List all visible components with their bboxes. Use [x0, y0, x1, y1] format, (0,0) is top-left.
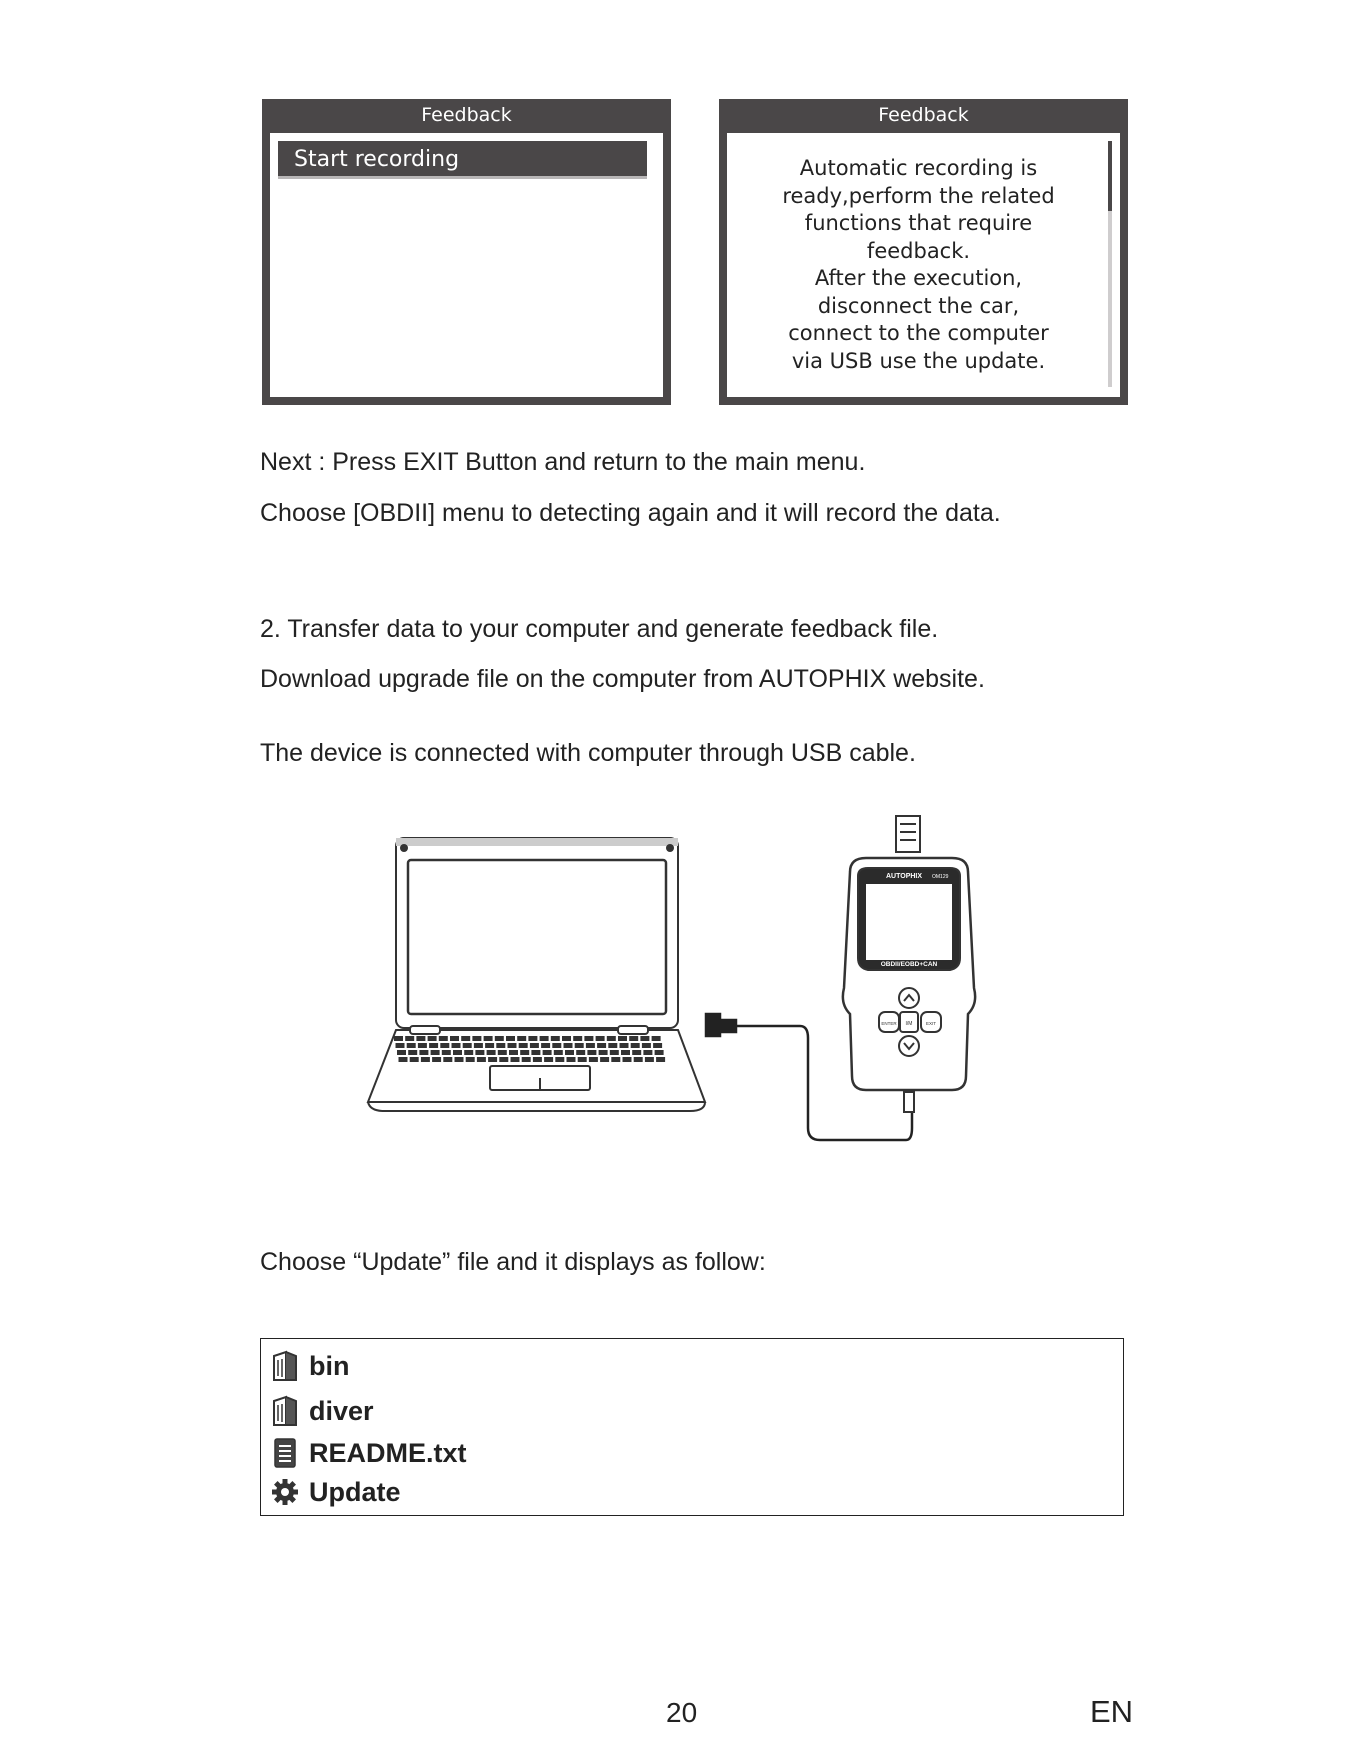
start-recording-item[interactable]: Start recording: [278, 141, 647, 179]
choose-update-instruction: Choose “Update” file and it displays as follow:: [260, 1248, 766, 1276]
keyboard-key: [429, 1043, 438, 1048]
keyboard-key: [562, 1036, 571, 1041]
keyboard-key: [509, 1050, 518, 1055]
folder-icon: [271, 1350, 299, 1382]
keyboard-key: [520, 1050, 529, 1055]
keyboard-key: [475, 1050, 484, 1055]
keyboard-key: [607, 1036, 616, 1041]
keyboard-key: [498, 1050, 507, 1055]
keyboard-key: [484, 1036, 493, 1041]
keyboard-key: [466, 1057, 475, 1062]
folder-icon: [271, 1395, 299, 1427]
scanner-protocol: OBDII/EOBD+CAN: [880, 961, 938, 968]
keyboard-key: [455, 1057, 464, 1062]
keyboard-key: [531, 1050, 540, 1055]
message-line: connect to the computer: [788, 321, 1049, 345]
keyboard-key: [586, 1043, 595, 1048]
laptop-icon: [368, 838, 705, 1111]
keyboard-key: [634, 1057, 643, 1062]
keyboard-key: [618, 1036, 627, 1041]
keyboard-key: [620, 1043, 629, 1048]
keyboard-key: [551, 1036, 560, 1041]
keyboard-key: [421, 1057, 430, 1062]
file-row-diver[interactable]: [271, 1394, 374, 1428]
keyboard-key: [432, 1057, 441, 1062]
message-line: disconnect the car,: [817, 293, 1020, 318]
keyboard-key: [656, 1057, 665, 1062]
screen-body: [270, 133, 663, 397]
obd-instruction: Choose [OBDII] menu to detecting again and it will record the data.: [260, 499, 1001, 527]
keyboard-key: [655, 1050, 664, 1055]
text-file-icon: [271, 1437, 299, 1469]
keyboard-key: [408, 1050, 417, 1055]
keyboard-key: [567, 1057, 576, 1062]
keyboard-key: [499, 1057, 508, 1062]
keyboard-key: [643, 1050, 652, 1055]
keyboard-key: [397, 1050, 406, 1055]
scanner-im-label: I/M: [905, 1021, 913, 1027]
screen-title: Feedback: [421, 104, 512, 126]
keyboard-key: [565, 1050, 574, 1055]
keyboard-key: [428, 1036, 437, 1041]
download-instruction: Download upgrade file on the computer from AUTOPHIX website.: [260, 665, 985, 693]
keyboard-key: [418, 1043, 427, 1048]
keyboard-key: [629, 1036, 638, 1041]
keyboard-key: [623, 1057, 632, 1062]
keyboard-key: [511, 1057, 520, 1062]
keyboard-key: [530, 1043, 539, 1048]
keyboard-key: [485, 1043, 494, 1048]
keyboard-key: [399, 1057, 408, 1062]
file-row-readme[interactable]: [271, 1436, 467, 1470]
keyboard-key: [599, 1050, 608, 1055]
message-line: feedback.: [866, 238, 971, 263]
keyboard-key: [600, 1057, 609, 1062]
gear-icon: [271, 1476, 299, 1508]
message-line: After the execution,: [814, 266, 1023, 290]
keyboard-key: [394, 1036, 403, 1041]
keyboard-key: [440, 1043, 449, 1048]
keyboard-key: [541, 1043, 550, 1048]
keyboard-key: [477, 1057, 486, 1062]
language-label: EN: [1090, 1694, 1134, 1729]
keyboard-key: [554, 1050, 563, 1055]
file-name: Update: [309, 1476, 401, 1507]
keyboard-key: [555, 1057, 564, 1062]
keyboard-key: [464, 1050, 473, 1055]
keyboard-key: [452, 1043, 461, 1048]
file-name: README.txt: [309, 1437, 467, 1468]
file-row-update[interactable]: [271, 1475, 401, 1509]
keyboard-key: [653, 1043, 662, 1048]
file-listing: [260, 1338, 1124, 1516]
keyboard-key: [405, 1036, 414, 1041]
keyboard-key: [589, 1057, 598, 1062]
keyboard-key: [597, 1043, 606, 1048]
keyboard-key: [528, 1036, 537, 1041]
keyboard-key: [496, 1043, 505, 1048]
scrollbar[interactable]: [1108, 141, 1112, 387]
keyboard-key: [508, 1043, 517, 1048]
keyboard-key: [552, 1043, 561, 1048]
keyboard-key: [495, 1036, 504, 1041]
scanner-enter-label: ENTER: [881, 1021, 897, 1026]
screen-title: Feedback: [878, 104, 969, 126]
keyboard-key: [640, 1036, 649, 1041]
file-name: bin: [309, 1350, 350, 1381]
message-line: via USB use the update.: [791, 348, 1046, 373]
keyboard-key: [439, 1036, 448, 1041]
page-number: 20: [666, 1697, 698, 1728]
keyboard-key: [416, 1036, 425, 1041]
scanner-exit-label: EXIT: [925, 1021, 937, 1026]
message-line: functions that require: [804, 211, 1033, 235]
feedback-screen-right: [719, 99, 1128, 405]
usb-instruction: The device is connected with computer through USB cable.: [260, 739, 916, 767]
keyboard-key: [611, 1057, 620, 1062]
keyboard-key: [533, 1057, 542, 1062]
keyboard-key: [519, 1043, 528, 1048]
scanner-brand: AUTOPHIX: [886, 873, 923, 880]
file-name: diver: [309, 1395, 374, 1426]
keyboard-key: [575, 1043, 584, 1048]
message-line: ready,perform the related: [782, 183, 1055, 208]
keyboard-key: [596, 1036, 605, 1041]
step-2-heading: 2. Transfer data to your computer and generate feedback file.: [260, 615, 939, 643]
keyboard-key: [450, 1036, 459, 1041]
keyboard-key: [407, 1043, 416, 1048]
keyboard-key: [487, 1050, 496, 1055]
keyboard-key: [442, 1050, 451, 1055]
keyboard-key: [396, 1043, 405, 1048]
keyboard-key: [517, 1036, 526, 1041]
scanner-model: OM129: [932, 874, 949, 880]
keyboard-key: [645, 1057, 654, 1062]
keyboard-key: [621, 1050, 630, 1055]
keyboard-key: [443, 1057, 452, 1062]
keyboard-key: [544, 1057, 553, 1062]
keyboard-key: [453, 1050, 462, 1055]
keyboard-key: [419, 1050, 428, 1055]
feedback-message: [745, 155, 1092, 375]
next-instruction: Next : Press EXIT Button and return to the main menu.: [260, 448, 866, 476]
message-line: Automatic recording is: [799, 156, 1038, 180]
keyboard-key: [632, 1050, 641, 1055]
screen-body: [727, 133, 1120, 397]
keyboard-key: [522, 1057, 531, 1062]
keyboard-key: [540, 1036, 549, 1041]
keyboard-key: [576, 1050, 585, 1055]
keyboard-key: [584, 1036, 593, 1041]
keyboard-key: [488, 1057, 497, 1062]
keyboard-key: [543, 1050, 552, 1055]
keyboard-key: [506, 1036, 515, 1041]
keyboard-key: [631, 1043, 640, 1048]
keyboard-key: [578, 1057, 587, 1062]
keyboard-key: [610, 1050, 619, 1055]
usb-connection-illustration: [360, 808, 1000, 1148]
keyboard-key: [461, 1036, 470, 1041]
keyboard-key: [463, 1043, 472, 1048]
keyboard-key: [608, 1043, 617, 1048]
keyboard-key: [587, 1050, 596, 1055]
keyboard-key: [474, 1043, 483, 1048]
keyboard-key: [410, 1057, 419, 1062]
keyboard-key: [472, 1036, 481, 1041]
keyboard-key: [431, 1050, 440, 1055]
keyboard-key: [652, 1036, 661, 1041]
keyboard-key: [564, 1043, 573, 1048]
keyboard-key: [642, 1043, 651, 1048]
keyboard-key: [573, 1036, 582, 1041]
scrollbar-thumb[interactable]: [1108, 141, 1112, 211]
feedback-screen-left: [262, 99, 671, 405]
file-row-bin[interactable]: [271, 1349, 350, 1383]
